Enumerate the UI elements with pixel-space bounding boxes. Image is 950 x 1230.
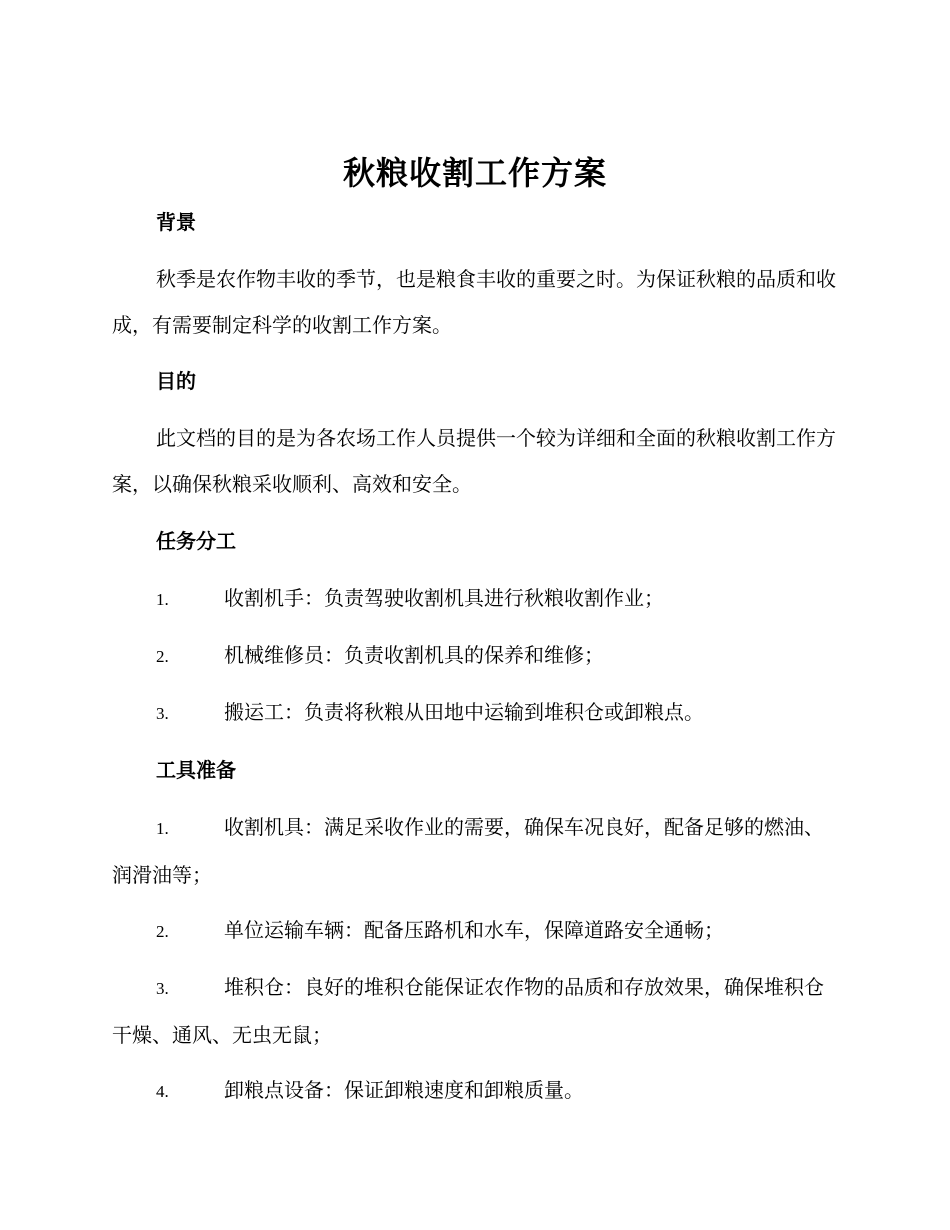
list-item [112, 575, 836, 623]
list-item [112, 632, 836, 680]
section-paragraph-background: 秋季是农作物丰收的季节，也是粮食丰收的重要之时。为保证秋粮的品质和收成，有需要制定科学的收割工作方案。 [112, 267, 836, 337]
list-item-number: 4. [156, 1082, 169, 1101]
list-item [112, 804, 836, 898]
list-item-text: 堆积仓：良好的堆积仓能保证农作物的品质和存放效果，确保堆积仓干燥、通风、无虫无鼠； [112, 975, 824, 1047]
list-item [112, 907, 836, 955]
list-item [112, 964, 836, 1058]
list-item-text: 搬运工：负责将秋粮从田地中运输到堆积仓或卸粮点。 [224, 700, 704, 724]
list-item-text: 机械维修员：负责收割机具的保养和维修； [224, 643, 604, 667]
section-heading-tools: 工具准备 [156, 758, 236, 782]
list-item [112, 1067, 836, 1115]
list-item-number: 3. [156, 979, 169, 998]
list-item-number: 3. [156, 704, 169, 723]
section-heading-tasks: 任务分工 [156, 529, 236, 553]
list-item-text: 单位运输车辆：配备压路机和水车，保障道路安全通畅； [224, 918, 724, 942]
section-heading-purpose: 目的 [156, 369, 196, 393]
document-title: 秋粮收割工作方案 [342, 154, 607, 192]
list-item-text: 收割机手：负责驾驶收割机具进行秋粮收割作业； [224, 586, 664, 610]
list-item-number: 2. [156, 647, 169, 666]
list-item-text: 收割机具：满足采收作业的需要，确保车况良好，配备足够的燃油、润滑油等； [112, 815, 824, 887]
list-item-number: 1. [156, 819, 169, 838]
list-item-number: 2. [156, 922, 169, 941]
list-item-number: 1. [156, 590, 169, 609]
list-item [112, 689, 836, 737]
list-item-text: 卸粮点设备：保证卸粮速度和卸粮质量。 [224, 1078, 584, 1102]
section-paragraph-purpose: 此文档的目的是为各农场工作人员提供一个较为详细和全面的秋粮收割工作方案，以确保秋粮采收顺利、高效和安全。 [112, 426, 836, 496]
section-heading-background: 背景 [156, 210, 196, 234]
